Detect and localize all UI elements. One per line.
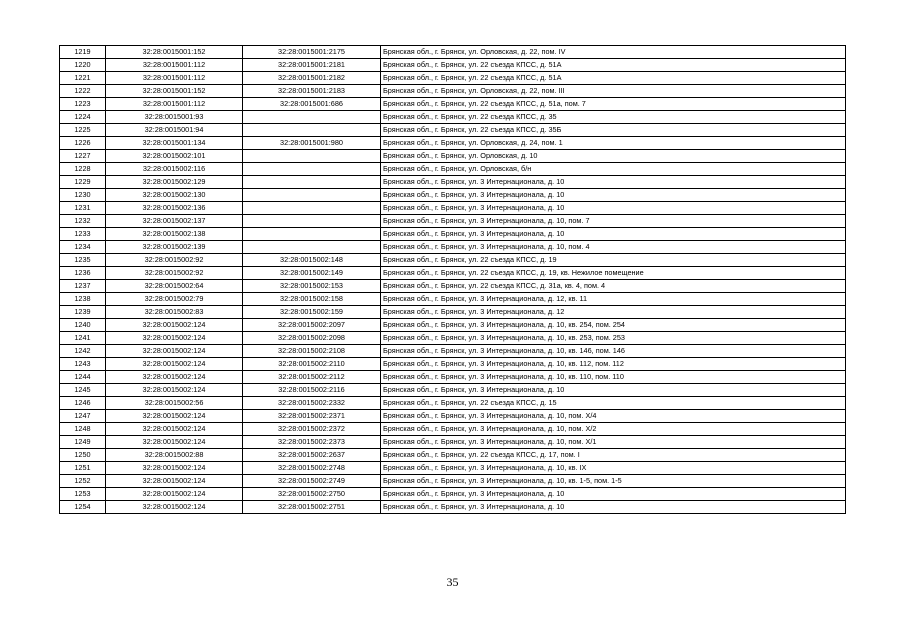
- row-number-cell: 1234: [60, 241, 106, 254]
- cadastral-quarter-cell: 32:28:0015001:112: [106, 59, 243, 72]
- table-row: [60, 345, 846, 358]
- page-number: 35: [446, 575, 459, 589]
- cadastral-number-cell: 32:28:0015002:153: [243, 280, 381, 293]
- cadastral-number-cell: 32:28:0015002:2108: [243, 345, 381, 358]
- table-row: [60, 124, 846, 137]
- cadastral-number-cell: 32:28:0015002:149: [243, 267, 381, 280]
- cadastral-number-cell: 32:28:0015002:2371: [243, 410, 381, 423]
- address-cell: Брянская обл., г. Брянск, ул. 3 Интернационала, д. 10: [381, 228, 846, 241]
- cadastral-number-cell: 32:28:0015002:2749: [243, 475, 381, 488]
- table-row: [60, 215, 846, 228]
- table-row: [60, 228, 846, 241]
- address-cell: Брянская обл., г. Брянск, ул. 3 Интернационала, д. 12: [381, 306, 846, 319]
- address-cell: Брянская обл., г. Брянск, ул. 3 Интернационала, д. 12, кв. 11: [381, 293, 846, 306]
- row-number-cell: 1228: [60, 163, 106, 176]
- table-row: [60, 46, 846, 59]
- cadastral-number-cell: 32:28:0015002:2750: [243, 488, 381, 501]
- row-number-cell: 1240: [60, 319, 106, 332]
- cadastral-number-cell: 32:28:0015002:2751: [243, 501, 381, 514]
- cadastral-quarter-cell: 32:28:0015002:136: [106, 202, 243, 215]
- cadastral-quarter-cell: 32:28:0015002:129: [106, 176, 243, 189]
- row-number-cell: 1243: [60, 358, 106, 371]
- row-number-cell: 1253: [60, 488, 106, 501]
- address-cell: Брянская обл., г. Брянск, ул. 22 съезда КПСС, д. 35: [381, 111, 846, 124]
- cadastral-quarter-cell: 32:28:0015002:124: [106, 410, 243, 423]
- cadastral-quarter-cell: 32:28:0015001:134: [106, 137, 243, 150]
- row-number-cell: 1239: [60, 306, 106, 319]
- cadastral-number-cell: 32:28:0015002:2332: [243, 397, 381, 410]
- cadastral-quarter-cell: 32:28:0015002:88: [106, 449, 243, 462]
- table-row: [60, 501, 846, 514]
- cadastral-number-cell: [243, 189, 381, 202]
- cadastral-quarter-cell: 32:28:0015002:124: [106, 371, 243, 384]
- cadastral-number-cell: 32:28:0015001:2182: [243, 72, 381, 85]
- table-row: [60, 163, 846, 176]
- address-cell: Брянская обл., г. Брянск, ул. 3 Интернационала, д. 10, кв. 254, пом. 254: [381, 319, 846, 332]
- address-cell: Брянская обл., г. Брянск, ул. 3 Интернационала, д. 10: [381, 384, 846, 397]
- cadastral-quarter-cell: 32:28:0015002:130: [106, 189, 243, 202]
- cadastral-quarter-cell: 32:28:0015002:79: [106, 293, 243, 306]
- cadastral-quarter-cell: 32:28:0015002:124: [106, 384, 243, 397]
- table-row: [60, 111, 846, 124]
- cadastral-number-cell: 32:28:0015001:2183: [243, 85, 381, 98]
- cadastral-number-cell: [243, 176, 381, 189]
- table-row: [60, 332, 846, 345]
- table-row: [60, 176, 846, 189]
- table-row: [60, 449, 846, 462]
- table-row: [60, 475, 846, 488]
- table-row: [60, 150, 846, 163]
- address-cell: Брянская обл., г. Брянск, ул. Орловская, д. 24, пом. 1: [381, 137, 846, 150]
- table-row: [60, 241, 846, 254]
- registry-table: [59, 45, 846, 514]
- cadastral-number-cell: 32:28:0015002:158: [243, 293, 381, 306]
- address-cell: Брянская обл., г. Брянск, ул. Орловская, д. 10: [381, 150, 846, 163]
- cadastral-number-cell: 32:28:0015001:2175: [243, 46, 381, 59]
- address-cell: Брянская обл., г. Брянск, ул. 3 Интернационала, д. 10, пом. X/2: [381, 423, 846, 436]
- cadastral-quarter-cell: 32:28:0015002:124: [106, 436, 243, 449]
- cadastral-quarter-cell: 32:28:0015002:124: [106, 475, 243, 488]
- cadastral-number-cell: 32:28:0015002:2372: [243, 423, 381, 436]
- address-cell: Брянская обл., г. Брянск, ул. 3 Интернационала, д. 10: [381, 488, 846, 501]
- cadastral-number-cell: 32:28:0015002:2097: [243, 319, 381, 332]
- row-number-cell: 1246: [60, 397, 106, 410]
- cadastral-number-cell: 32:28:0015001:2181: [243, 59, 381, 72]
- cadastral-quarter-cell: 32:28:0015001:152: [106, 85, 243, 98]
- cadastral-number-cell: [243, 163, 381, 176]
- cadastral-quarter-cell: 32:28:0015001:152: [106, 46, 243, 59]
- row-number-cell: 1226: [60, 137, 106, 150]
- row-number-cell: 1235: [60, 254, 106, 267]
- cadastral-number-cell: [243, 202, 381, 215]
- row-number-cell: 1232: [60, 215, 106, 228]
- cadastral-quarter-cell: 32:28:0015002:92: [106, 267, 243, 280]
- cadastral-number-cell: 32:28:0015002:2098: [243, 332, 381, 345]
- cadastral-quarter-cell: 32:28:0015002:139: [106, 241, 243, 254]
- row-number-cell: 1224: [60, 111, 106, 124]
- address-cell: Брянская обл., г. Брянск, ул. Орловская, б/н: [381, 163, 846, 176]
- cadastral-number-cell: 32:28:0015002:2373: [243, 436, 381, 449]
- row-number-cell: 1247: [60, 410, 106, 423]
- row-number-cell: 1242: [60, 345, 106, 358]
- registry-table-body: [60, 46, 846, 514]
- cadastral-quarter-cell: 32:28:0015002:64: [106, 280, 243, 293]
- table-row: [60, 267, 846, 280]
- address-cell: Брянская обл., г. Брянск, ул. 22 съезда КПСС, д. 15: [381, 397, 846, 410]
- address-cell: Брянская обл., г. Брянск, ул. 22 съезда КПСС, д. 17, пом. I: [381, 449, 846, 462]
- table-row: [60, 293, 846, 306]
- row-number-cell: 1219: [60, 46, 106, 59]
- cadastral-quarter-cell: 32:28:0015001:94: [106, 124, 243, 137]
- address-cell: Брянская обл., г. Брянск, ул. Орловская, д. 22, пом. IV: [381, 46, 846, 59]
- row-number-cell: 1221: [60, 72, 106, 85]
- row-number-cell: 1220: [60, 59, 106, 72]
- row-number-cell: 1222: [60, 85, 106, 98]
- row-number-cell: 1244: [60, 371, 106, 384]
- cadastral-quarter-cell: 32:28:0015002:116: [106, 163, 243, 176]
- cadastral-quarter-cell: 32:28:0015002:137: [106, 215, 243, 228]
- address-cell: Брянская обл., г. Брянск, ул. 22 съезда КПСС, д. 51а, пом. 7: [381, 98, 846, 111]
- cadastral-number-cell: 32:28:0015001:980: [243, 137, 381, 150]
- cadastral-quarter-cell: 32:28:0015002:124: [106, 501, 243, 514]
- row-number-cell: 1236: [60, 267, 106, 280]
- address-cell: Брянская обл., г. Брянск, ул. 3 Интернационала, д. 10, пом. 4: [381, 241, 846, 254]
- table-row: [60, 410, 846, 423]
- cadastral-number-cell: [243, 241, 381, 254]
- address-cell: Брянская обл., г. Брянск, ул. 22 съезда КПСС, д. 19: [381, 254, 846, 267]
- cadastral-number-cell: [243, 124, 381, 137]
- row-number-cell: 1248: [60, 423, 106, 436]
- cadastral-quarter-cell: 32:28:0015002:83: [106, 306, 243, 319]
- address-cell: Брянская обл., г. Брянск, ул. 22 съезда КПСС, д. 35Б: [381, 124, 846, 137]
- table-row: [60, 358, 846, 371]
- cadastral-number-cell: 32:28:0015002:2112: [243, 371, 381, 384]
- cadastral-number-cell: 32:28:0015002:2116: [243, 384, 381, 397]
- cadastral-quarter-cell: 32:28:0015002:124: [106, 423, 243, 436]
- address-cell: Брянская обл., г. Брянск, ул. 3 Интернационала, д. 10, кв. IX: [381, 462, 846, 475]
- row-number-cell: 1233: [60, 228, 106, 241]
- address-cell: Брянская обл., г. Брянск, ул. 22 съезда КПСС, д. 51А: [381, 59, 846, 72]
- address-cell: Брянская обл., г. Брянск, ул. 3 Интернационала, д. 10, пом. X/1: [381, 436, 846, 449]
- cadastral-number-cell: 32:28:0015002:2637: [243, 449, 381, 462]
- cadastral-number-cell: 32:28:0015001:686: [243, 98, 381, 111]
- table-row: [60, 72, 846, 85]
- address-cell: Брянская обл., г. Брянск, ул. 22 съезда КПСС, д. 51А: [381, 72, 846, 85]
- cadastral-quarter-cell: 32:28:0015002:124: [106, 488, 243, 501]
- cadastral-quarter-cell: 32:28:0015002:124: [106, 332, 243, 345]
- cadastral-number-cell: [243, 228, 381, 241]
- cadastral-number-cell: [243, 150, 381, 163]
- row-number-cell: 1229: [60, 176, 106, 189]
- address-cell: Брянская обл., г. Брянск, ул. Орловская, д. 22, пом. III: [381, 85, 846, 98]
- table-row: [60, 98, 846, 111]
- cadastral-quarter-cell: 32:28:0015002:124: [106, 345, 243, 358]
- cadastral-number-cell: [243, 215, 381, 228]
- table-row: [60, 202, 846, 215]
- cadastral-number-cell: 32:28:0015002:2748: [243, 462, 381, 475]
- table-row: [60, 85, 846, 98]
- address-cell: Брянская обл., г. Брянск, ул. 3 Интернационала, д. 10, пом. 7: [381, 215, 846, 228]
- row-number-cell: 1231: [60, 202, 106, 215]
- table-row: [60, 397, 846, 410]
- cadastral-quarter-cell: 32:28:0015001:112: [106, 72, 243, 85]
- cadastral-quarter-cell: 32:28:0015002:124: [106, 319, 243, 332]
- address-cell: Брянская обл., г. Брянск, ул. 3 Интернационала, д. 10: [381, 202, 846, 215]
- cadastral-quarter-cell: 32:28:0015001:112: [106, 98, 243, 111]
- row-number-cell: 1252: [60, 475, 106, 488]
- cadastral-quarter-cell: 32:28:0015002:124: [106, 462, 243, 475]
- address-cell: Брянская обл., г. Брянск, ул. 3 Интернационала, д. 10: [381, 189, 846, 202]
- table-row: [60, 319, 846, 332]
- address-cell: Брянская обл., г. Брянск, ул. 3 Интернационала, д. 10, кв. 253, пом. 253: [381, 332, 846, 345]
- cadastral-quarter-cell: 32:28:0015002:92: [106, 254, 243, 267]
- cadastral-quarter-cell: 32:28:0015002:124: [106, 358, 243, 371]
- table-row: [60, 371, 846, 384]
- table-row: [60, 306, 846, 319]
- cadastral-number-cell: 32:28:0015002:159: [243, 306, 381, 319]
- table-row: [60, 59, 846, 72]
- cadastral-quarter-cell: 32:28:0015001:93: [106, 111, 243, 124]
- row-number-cell: 1223: [60, 98, 106, 111]
- table-row: [60, 462, 846, 475]
- table-row: [60, 436, 846, 449]
- table-row: [60, 189, 846, 202]
- cadastral-number-cell: 32:28:0015002:148: [243, 254, 381, 267]
- address-cell: Брянская обл., г. Брянск, ул. 3 Интернационала, д. 10: [381, 501, 846, 514]
- cadastral-quarter-cell: 32:28:0015002:101: [106, 150, 243, 163]
- table-row: [60, 137, 846, 150]
- address-cell: Брянская обл., г. Брянск, ул. 3 Интернационала, д. 10: [381, 176, 846, 189]
- cadastral-quarter-cell: 32:28:0015002:138: [106, 228, 243, 241]
- row-number-cell: 1225: [60, 124, 106, 137]
- address-cell: Брянская обл., г. Брянск, ул. 3 Интернационала, д. 10, кв. 110, пом. 110: [381, 371, 846, 384]
- row-number-cell: 1237: [60, 280, 106, 293]
- cadastral-quarter-cell: 32:28:0015002:56: [106, 397, 243, 410]
- row-number-cell: 1254: [60, 501, 106, 514]
- table-row: [60, 280, 846, 293]
- row-number-cell: 1241: [60, 332, 106, 345]
- cadastral-number-cell: 32:28:0015002:2110: [243, 358, 381, 371]
- address-cell: Брянская обл., г. Брянск, ул. 22 съезда КПСС, д. 31а, кв. 4, пом. 4: [381, 280, 846, 293]
- row-number-cell: 1245: [60, 384, 106, 397]
- table-row: [60, 423, 846, 436]
- cadastral-number-cell: [243, 111, 381, 124]
- row-number-cell: 1251: [60, 462, 106, 475]
- row-number-cell: 1230: [60, 189, 106, 202]
- table-row: [60, 384, 846, 397]
- address-cell: Брянская обл., г. Брянск, ул. 3 Интернационала, д. 10, кв. 146, пом. 146: [381, 345, 846, 358]
- address-cell: Брянская обл., г. Брянск, ул. 3 Интернационала, д. 10, пом. X/4: [381, 410, 846, 423]
- row-number-cell: 1249: [60, 436, 106, 449]
- address-cell: Брянская обл., г. Брянск, ул. 22 съезда КПСС, д. 19, кв. Нежилое помещение: [381, 267, 846, 280]
- row-number-cell: 1250: [60, 449, 106, 462]
- address-cell: Брянская обл., г. Брянск, ул. 3 Интернационала, д. 10, кв. 112, пом. 112: [381, 358, 846, 371]
- row-number-cell: 1227: [60, 150, 106, 163]
- row-number-cell: 1238: [60, 293, 106, 306]
- table-row: [60, 254, 846, 267]
- address-cell: Брянская обл., г. Брянск, ул. 3 Интернационала, д. 10, кв. 1-5, пом. 1-5: [381, 475, 846, 488]
- table-row: [60, 488, 846, 501]
